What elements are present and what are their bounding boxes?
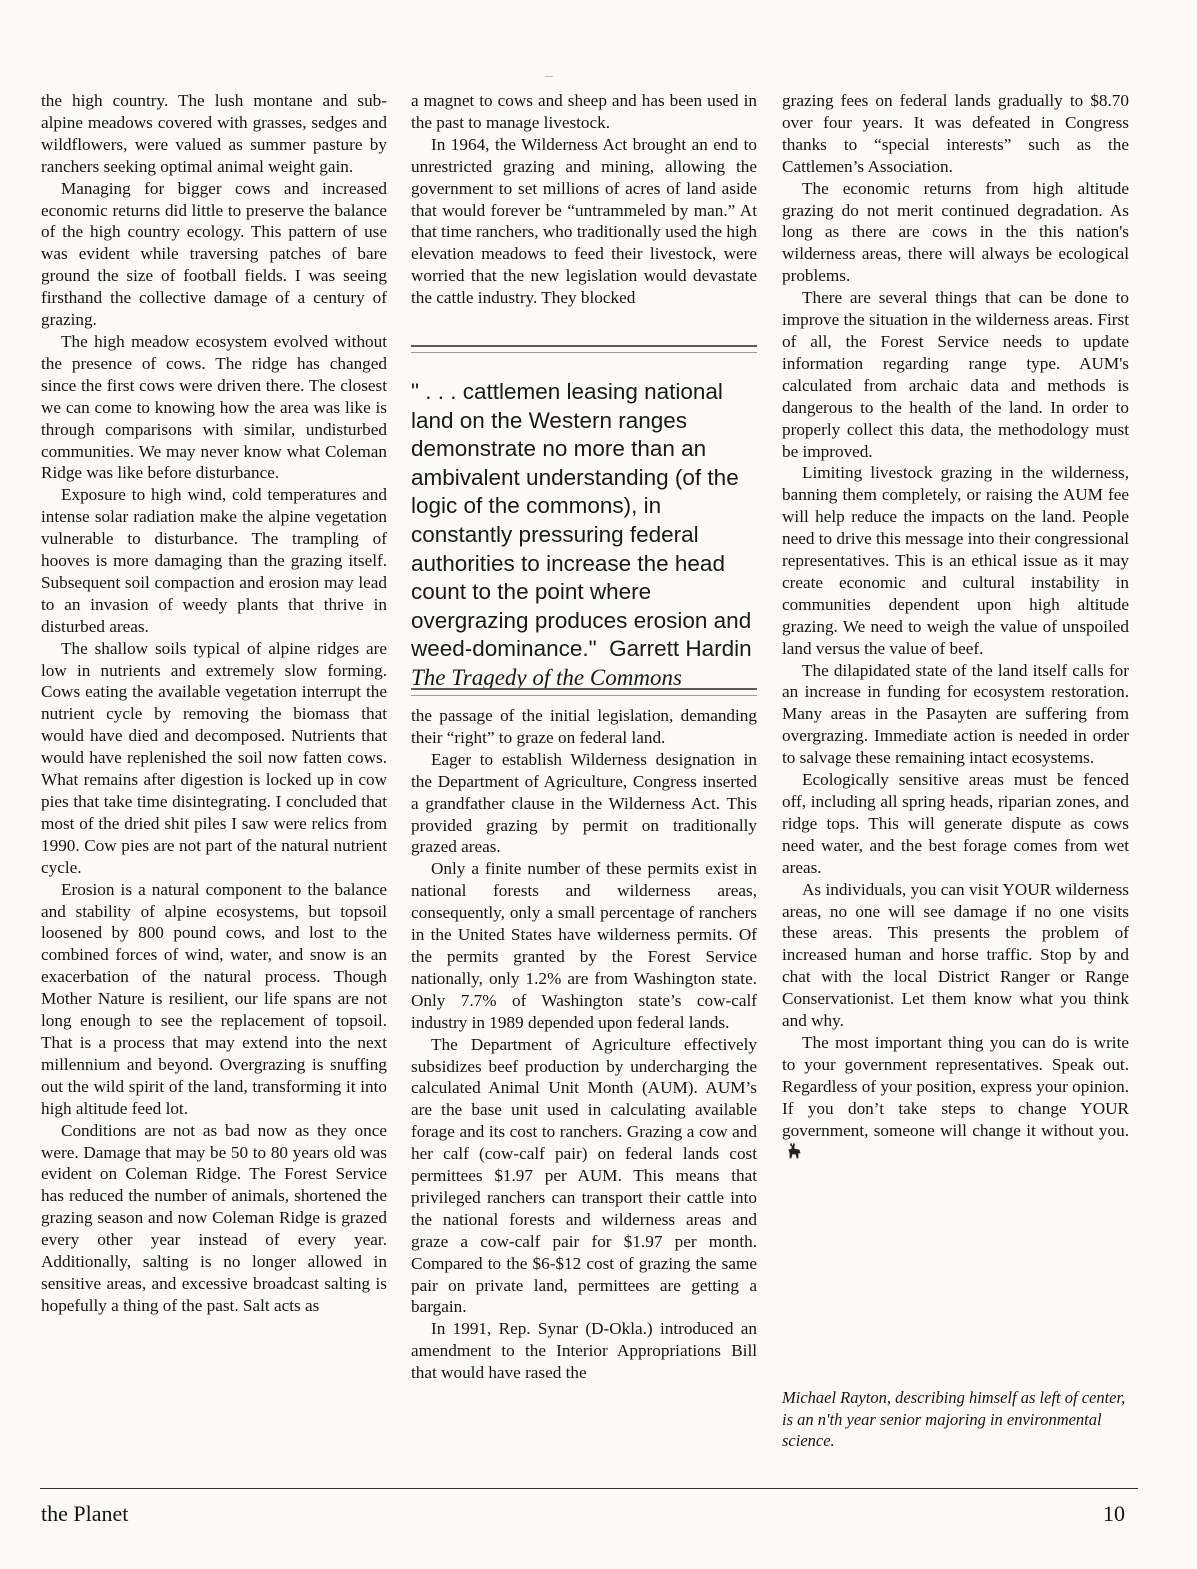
column-2-top [411,90,757,309]
paragraph: a magnet to cows and sheep and has been used in the past to manage livestock. [411,91,757,132]
pull-quote-rule-bottom [411,688,757,696]
paragraph: Erosion is a natural component to the balance and stability of alpine ecosystems, but topsoil loosened by 800 pound cows, and lost to the combined forces of wind, water, and snow is an exacerbation of the natural process. Though Mother Nature is resilient, our life spans are not long enough to see the replacement of topsoil. That is a process that may extend into the next millennium and beyond. Overgrazing is snuffing out the wild spirit of the land, transforming it into high altitude feed lot. [41,879,387,1118]
pull-quote-author: Garrett Hardin [609,636,752,662]
footer-rule [40,1488,1138,1489]
pull-quote-rule-top [411,345,757,353]
page-number: 10 [1103,1501,1125,1526]
paragraph: Limiting livestock grazing in the wilderness, banning them completely, or raising the AUM fee will help reduce the impacts on the land. People need to drive this message into their congressional representatives. This is an ethical issue as it may create economic and cultural instability in communities dependent upon high altitude grazing. We need to weigh the value of unspoiled land versus the value of beef. [782,463,1130,658]
paragraph: In 1991, Rep. Synar (D-Okla.) introduced an amendment to the Interior Appropriations Bill that would have rased the [411,1319,757,1383]
paragraph: Conditions are not as bad now as they once were. Damage that may be 50 to 80 years old was evident on Coleman Ridge. The Forest Service has reduced the number of animals, shortened the grazing season and now Coleman Ridge is grazed every other year instead of every year. Additionally, salting is no longer allowed in sensitive areas, and excessive broadcast salting is hopefully a thing of the past. Salt acts as [41,1120,387,1315]
paragraph: The high meadow ecosystem evolved without the presence of cows. The ridge has changed since the first cows were driven there. The closest we can come to knowing how the area was like is through comparisons with similar, undisturbed communities. We may never know what Coleman Ridge was like before disturbance. [41,331,387,483]
column-3 [782,90,1129,1163]
paragraph: grazing fees on federal lands gradually to $8.70 over four years. It was defeated in Congress thanks to “special interests” such as the Cattlemen’s Association. [782,91,1129,176]
paragraph: Eager to establish Wilderness designation in the Department of Agriculture, Congress inserted a grandfather clause in the Wilderness Act. This provided grazing by permit on traditionally grazed areas. [411,749,757,857]
paragraph: the high country. The lush montane and sub-alpine meadows covered with grasses, sedges and wildflowers, were valued as summer pasture by ranchers seeking optimal animal weight gain. [41,91,387,176]
paragraph: Exposure to high wind, cold temperatures and intense solar radiation make the alpine vegetation vulnerable to disturbance. The trampling of hooves is more damaging than the grazing itself. Subsequent soil compaction and erosion may lead to an invasion of weedy plants that thrive in disturbed areas. [41,485,387,636]
paragraph: There are several things that can be done to improve the situation in the wilderness areas. First of all, the Forest Service needs to update information regarding range type. AUM's calculated from archaic data and methods is dangerous to the health of the land. In order to properly collect this data, the methodology must be improved. [782,288,1129,461]
paragraph: The dilapidated state of the land itself calls for an increase in funding for ecosystem restoration. Many areas in the Pasayten are suffering from overgrazing. Immediate action is needed in order to salvage these remaining intact ecosystems. [782,660,1129,768]
column-2-bottom [411,705,757,1384]
deer-icon [786,1142,802,1160]
closing-paragraph: The most important thing you can do is write to your government representatives. Speak out. Regardless of your position, express your opinion. If you don’t take steps to change YOUR government, someone will change it without you. [782,1032,1129,1140]
author-bio: Michael Rayton, describing himself as left of center, is an n'th year senior majoring in environmental science. [782,1388,1126,1450]
paragraph: the passage of the initial legislation, demanding their “right” to graze on federal land. [411,706,757,747]
paragraph: Managing for bigger cows and increased economic returns did little to preserve the balance of the high country ecology. This pattern of use was evident while traversing patches of bare ground the size of football fields. I was seeing firsthand the collective damage of a century of grazing. [41,178,387,330]
pull-quote-text: " . . . cattlemen leasing national land on the Western ranges demonstrate no more than an ambivalent understanding (of the logic of the commons), in constantly pressuring federal authorities to increase the head count to the point where overgrazing produces erosion and weed-dominance." [411,379,752,662]
pull-quote-source: The Tragedy of the Commons [411,664,682,690]
publication-name: the Planet [41,1501,129,1526]
paragraph: Only a finite number of these permits exist in national forests and wilderness areas, consequently, only a small percentage of ranchers in the United States have wilderness permits. Of the permits granted by the Forest Service nationally, only 1.2% are from Washington state. Only 7.7% of Washington state’s cow-calf industry in 1989 depended upon federal lands. [411,859,757,1032]
paragraph: As individuals, you can visit YOUR wilderness areas, no one will see damage if no one visits these areas. This presents the problem of increased human and horse traffic. Stop by and chat with the local District Ranger or Range Conservationist. Let them know what you think and why. [782,879,1129,1031]
paragraph: The shallow soils typical of alpine ridges are low in nutrients and extremely slow forming. Cows eating the available vegetation interrupt the nutrient cycle by removing the biomass that would have died and decomposed. Nutrients that would have replenished the soil now fatten cows. What remains after digestion is locked up in cow pies that take time disintegrating. I concluded that most of the dried shit piles I saw were relics from 1990. Cow pies are not part of the natural nutrient cycle. [41,638,387,877]
column-1 [41,90,387,1317]
paragraph: The Department of Agriculture effectively subsidizes beef production by undercharging the calculated Animal Unit Month (AUM). AUM’s are the base unit used in calculating available forage and its cost to ranchers. Grazing a cow and her calf (cow-calf pair) on federal lands cost permittees $1.97 per AUM. This means that privileged ranchers can transport their cattle into the national forests and wilderness areas and graze a cow-calf pair for $1.97 per month. Compared to the $6-$12 cost of grazing the same pair on private land, permittees are getting a bargain. [411,1034,757,1317]
paragraph: Ecologically sensitive areas must be fenced off, including all spring heads, riparian zones, and ridge tops. This will generate dispute as cows need water, and the best forage comes from wet areas. [782,770,1129,877]
pull-quote [411,378,761,693]
paragraph: In 1964, the Wilderness Act brought an end to unrestricted grazing and mining, allowing the government to set millions of acres of land aside that would forever be “untrammeled by man.” At that time ranchers, who traditionally used the high elevation meadows to feed their livestock, were worried that the new legislation would devastate the cattle industry. They blocked [411,134,757,308]
paragraph: The economic returns from high altitude grazing do not merit continued degradation. As long as there are cows in the this nation's wilderness areas, there will always be ecological problems. [782,178,1129,286]
print-mark [545,76,553,77]
paragraph [782,1032,1129,1163]
